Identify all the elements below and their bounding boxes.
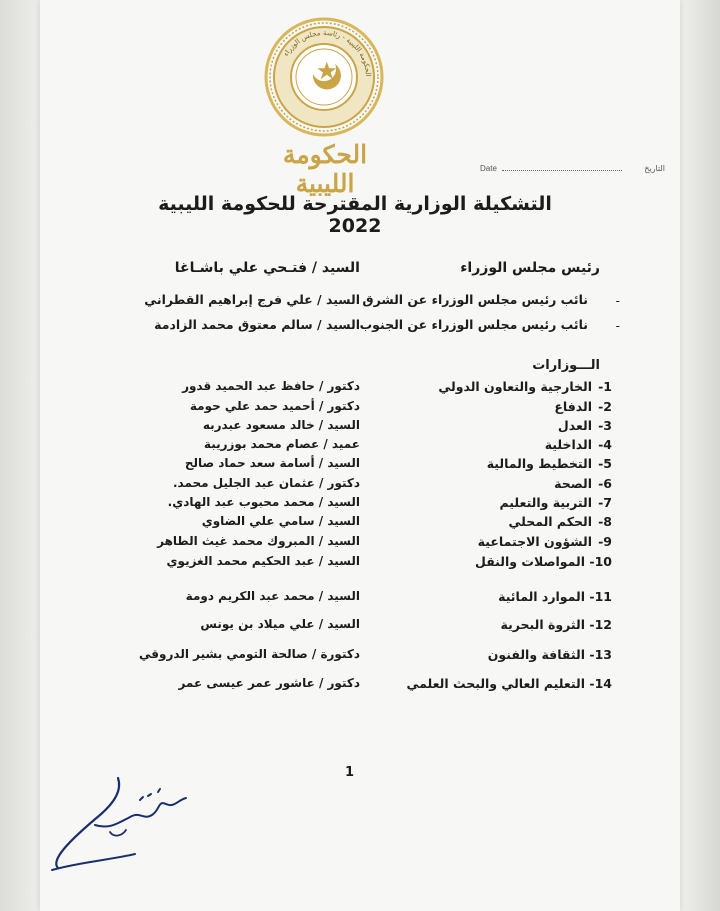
ministries-heading: الـــوزارات xyxy=(532,358,600,373)
ministry-minister: عميد / عصام محمد بوزريبة xyxy=(203,437,360,451)
ministry-number: 9- xyxy=(598,534,612,549)
leadership-person: السيد / علي فرج إبراهيم القطراني xyxy=(144,292,360,307)
ministry-number: 3- xyxy=(598,418,612,433)
ministry-minister: السيد / سامي علي الضاوي xyxy=(201,514,360,528)
ministry-number: 14- xyxy=(589,676,612,691)
ministry-number: 11- xyxy=(589,589,612,604)
ministry-minister: السيد / محمد عبد الكريم دومة xyxy=(185,589,360,603)
ministry-name: الموارد المائية xyxy=(498,589,585,604)
ministry-minister: دكتور / عاشور عمر عيسى عمر xyxy=(178,676,360,690)
ministry-minister: دكتور / عثمان عبد الجليل محمد. xyxy=(172,476,360,490)
ministry-number: 7- xyxy=(598,495,612,510)
ministry-number: 4- xyxy=(598,437,612,452)
emblem-ring-text: الحكومة الليبية - رئاسة مجلس الوزراء xyxy=(282,28,373,77)
ministry-name: الصحة xyxy=(554,476,592,491)
ministry-minister: السيد / عبد الحكيم محمد الغزيوي xyxy=(166,554,360,568)
ministry-number: 8- xyxy=(598,514,612,529)
handwritten-signature xyxy=(40,770,210,880)
ministry-number: 2- xyxy=(598,399,612,414)
government-name-logo: الحكومة الليبية xyxy=(282,140,368,198)
leadership-role: رئيس مجلس الوزراء xyxy=(460,260,600,276)
leadership-person: السيد / فتـحي علي باشـاغا xyxy=(174,260,360,276)
ministry-name: العدل xyxy=(557,418,592,433)
date-label-ar: التاريخ xyxy=(644,164,665,173)
ministry-minister: دكتور / أحميد حمد علي حومة xyxy=(189,399,360,413)
ministry-number: 1- xyxy=(598,379,612,394)
ministry-number: 10- xyxy=(589,554,612,569)
ministry-name: التخطيط والمالية xyxy=(486,456,592,471)
bullet-dash: - xyxy=(615,319,620,333)
ministry-name: الداخلية xyxy=(544,437,592,452)
ministry-name: الخارجية والتعاون الدولي xyxy=(438,379,592,394)
bullet-dash: - xyxy=(615,294,620,308)
ministry-name: الدفاع xyxy=(554,399,592,414)
photo-edge-right xyxy=(680,0,720,911)
leadership-role: نائب رئيس مجلس الوزراء عن الشرق xyxy=(362,292,588,307)
ministry-name: الشؤون الاجتماعية xyxy=(477,534,592,549)
leadership-role: نائب رئيس مجلس الوزراء عن الجنوب xyxy=(359,317,588,332)
document-title: التشكيلة الوزارية المقترحة للحكومة الليبية 2022 xyxy=(158,193,552,237)
ministry-minister: دكتورة / صالحة التومي بشير الدروقي xyxy=(139,647,360,661)
ministry-number: 12- xyxy=(589,617,612,632)
photo-edge-left xyxy=(0,0,40,911)
ministry-name: المواصلات والنقل xyxy=(475,554,585,569)
government-emblem-icon xyxy=(263,16,385,138)
ministry-minister: السيد / خالد مسعود عبدربه xyxy=(202,418,360,432)
ministry-minister: السيد / أسامة سعد حماد صالح xyxy=(184,456,360,470)
ministry-name: التربية والتعليم xyxy=(499,495,592,510)
ministry-name: التعليم العالي والبحث العلمي xyxy=(406,676,585,691)
ministry-name: الثقافة والفنون xyxy=(487,647,585,662)
ministry-minister: السيد / علي ميلاد بن يونس xyxy=(200,617,360,631)
ministry-number: 6- xyxy=(598,476,612,491)
ministry-number: 5- xyxy=(598,456,612,471)
ministry-minister: دكتور / حافظ عبد الحميد قدور xyxy=(182,379,360,393)
ministry-name: الحكم المحلي xyxy=(508,514,592,529)
leadership-person: السيد / سالم معتوق محمد الزادمة xyxy=(154,317,360,332)
date-dotted-line xyxy=(502,170,622,171)
ministry-minister: السيد / محمد محبوب عبد الهادي. xyxy=(167,495,360,509)
ministry-name: الثروة البحرية xyxy=(500,617,585,632)
date-label-en: Date xyxy=(480,164,497,173)
ministry-number: 13- xyxy=(589,647,612,662)
page-number: 1 xyxy=(345,765,355,780)
ministry-minister: السيد / المبروك محمد غيث الطاهر xyxy=(157,534,360,548)
